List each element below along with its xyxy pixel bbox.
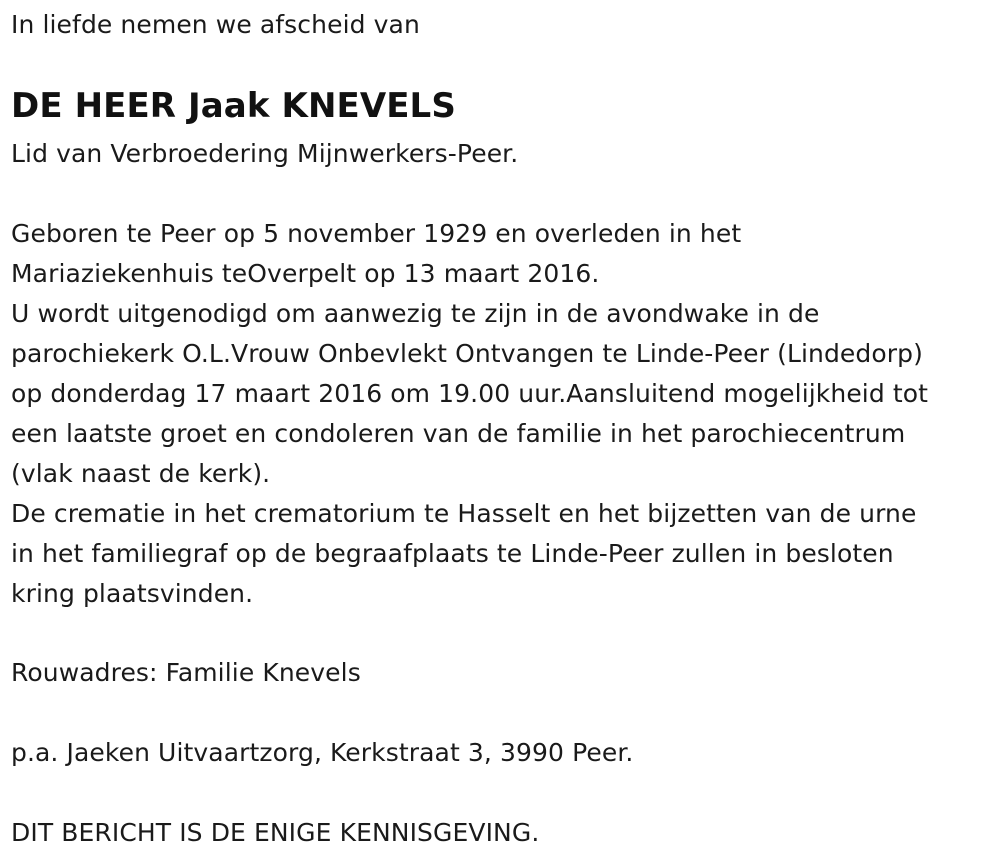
body-line: Geboren te Peer op 5 november 1929 en overleden in het bbox=[11, 219, 742, 248]
notice-body bbox=[11, 214, 928, 614]
body-line: De crematie in het crematorium te Hasselt en het bijzetten van de urne bbox=[11, 499, 917, 528]
rouwadres-text: Rouwadres: Familie Knevels bbox=[11, 658, 361, 687]
body-line: kring plaatsvinden. bbox=[11, 579, 254, 608]
body-line: op donderdag 17 maart 2016 om 19.00 uur.Aansluitend mogelijkheid tot bbox=[11, 379, 929, 408]
body-line: (vlak naast de kerk). bbox=[11, 459, 271, 488]
address-text: p.a. Jaeken Uitvaartzorg, Kerkstraat 3, 3990 Peer. bbox=[11, 738, 634, 767]
body-line: in het familiegraf op de begraafplaats te Linde-Peer zullen in besloten bbox=[11, 539, 894, 568]
body-line: U wordt uitgenodigd om aanwezig te zijn in de avondwake in de bbox=[11, 299, 820, 328]
closing-text: DIT BERICHT IS DE ENIGE KENNISGEVING. bbox=[11, 818, 540, 847]
deceased-name: DE HEER Jaak KNEVELS bbox=[11, 86, 456, 126]
body-line: parochiekerk O.L.Vrouw Onbevlekt Ontvangen te Linde-Peer (Lindedorp) bbox=[11, 339, 923, 368]
body-line: een laatste groet en condoleren van de familie in het parochiecentrum bbox=[11, 419, 906, 448]
intro-text: In liefde nemen we afscheid van bbox=[11, 10, 420, 39]
body-line: Mariaziekenhuis teOverpelt op 13 maart 2016. bbox=[11, 259, 600, 288]
membership-text: Lid van Verbroedering Mijnwerkers-Peer. bbox=[11, 139, 519, 168]
